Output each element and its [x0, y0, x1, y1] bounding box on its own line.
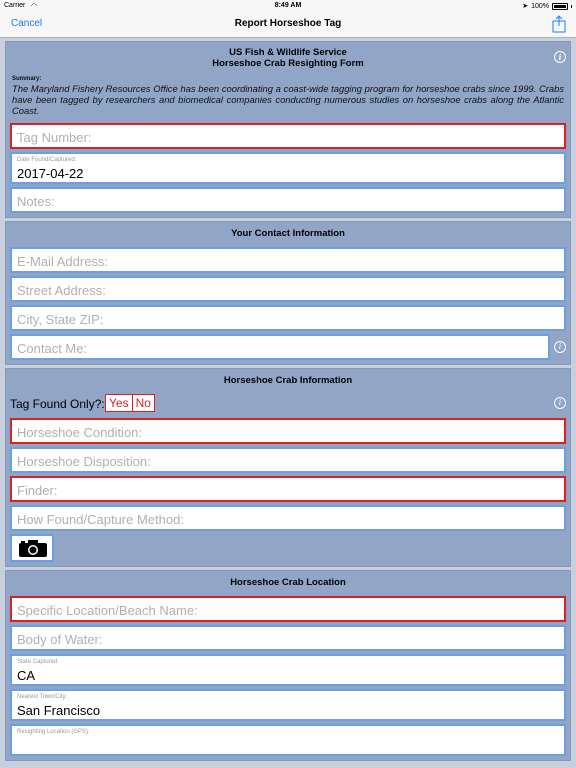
- water-placeholder: Body of Water:: [17, 632, 103, 647]
- form-header-agency: US Fish & Wildlife Service: [229, 47, 347, 58]
- cancel-button[interactable]: Cancel: [11, 18, 43, 29]
- location-section: [5, 570, 571, 761]
- tag-found-only-toggle[interactable]: [105, 394, 155, 412]
- date-found-value: 2017-04-22: [17, 166, 84, 181]
- street-address-field[interactable]: [10, 276, 566, 302]
- battery-percent: 100%: [531, 2, 549, 10]
- capture-method-field[interactable]: [10, 505, 566, 531]
- body-of-water-field[interactable]: [10, 625, 566, 651]
- notes-field[interactable]: [10, 187, 566, 213]
- form-content[interactable]: [0, 38, 576, 768]
- gps-label: Resighting Location (GPS):: [17, 729, 90, 735]
- summary-text: The Maryland Fishery Resources Office has been coordinating a coast-wide tagging program for horseshoe crabs since 1999. Crabs have been tagged by researchers and biomedical companies conducting numerous studies on horseshoe crabs along the Atlantic Coast.: [12, 83, 564, 116]
- camera-icon: [19, 540, 47, 557]
- contact-section-header: [6, 222, 570, 244]
- share-icon[interactable]: [552, 15, 566, 33]
- state-value: CA: [17, 668, 36, 683]
- yes-option[interactable]: Yes: [106, 395, 133, 411]
- nav-title: Report Horseshoe Tag: [234, 18, 342, 29]
- nearest-town-field[interactable]: [10, 689, 566, 721]
- tag-found-info-icon[interactable]: i: [554, 397, 566, 409]
- town-label: Nearest Town/City:: [17, 694, 68, 700]
- beach-placeholder: Specific Location/Beach Name:: [17, 603, 198, 618]
- contact-me-row: [6, 331, 570, 360]
- battery-icon: [552, 3, 568, 10]
- clock: 8:49 AM: [274, 2, 302, 9]
- tag-section: [5, 41, 571, 218]
- info-icon[interactable]: i: [554, 51, 566, 63]
- crab-section-header: [6, 369, 570, 391]
- town-value: San Francisco: [17, 703, 101, 718]
- carrier-label: Carrier: [4, 2, 26, 9]
- summary-label: Summary:: [12, 76, 42, 82]
- state-captured-field[interactable]: [10, 654, 566, 686]
- disposition-placeholder: Horseshoe Disposition:: [17, 454, 151, 469]
- email-placeholder: E-Mail Address:: [17, 254, 109, 269]
- form-header-title: Horseshoe Crab Resighting Form: [212, 58, 364, 69]
- beach-name-field[interactable]: [10, 596, 566, 622]
- crab-info-section: [5, 368, 571, 567]
- tag-number-field[interactable]: [10, 123, 566, 149]
- finder-placeholder: Finder:: [17, 483, 58, 498]
- street-placeholder: Street Address:: [17, 283, 106, 298]
- contact-section: [5, 221, 571, 365]
- contact-section-title: Your Contact Information: [231, 228, 345, 239]
- horseshoe-disposition-field[interactable]: [10, 447, 566, 473]
- city-placeholder: City, State ZIP:: [17, 312, 104, 327]
- email-field[interactable]: [10, 247, 566, 273]
- location-section-title: Horseshoe Crab Location: [230, 577, 346, 588]
- finder-field[interactable]: [10, 476, 566, 502]
- contact-me-placeholder: Contact Me:: [17, 341, 88, 356]
- crab-section-title: Horseshoe Crab Information: [223, 375, 353, 386]
- summary: [6, 70, 570, 120]
- state-label: State Captured:: [17, 659, 60, 665]
- tag-number-placeholder: Tag Number:: [17, 130, 92, 145]
- location-arrow-icon: ➤: [522, 3, 529, 10]
- status-right: [522, 2, 572, 10]
- no-option[interactable]: No: [135, 396, 151, 410]
- condition-placeholder: Horseshoe Condition:: [17, 425, 143, 440]
- navigation-bar: [0, 12, 576, 38]
- battery-tip: [571, 5, 572, 8]
- form-header: [6, 42, 570, 69]
- notes-placeholder: Notes:: [17, 194, 55, 209]
- date-found-field[interactable]: [10, 152, 566, 184]
- status-bar: [0, 0, 576, 12]
- tag-found-only-label: Tag Found Only?:: [10, 397, 105, 411]
- gps-location-field[interactable]: [10, 724, 566, 756]
- city-state-zip-field[interactable]: [10, 305, 566, 331]
- method-placeholder: How Found/Capture Method:: [17, 512, 184, 527]
- horseshoe-condition-field[interactable]: [10, 418, 566, 444]
- contact-me-field[interactable]: [10, 334, 550, 360]
- tag-found-only-row: [10, 391, 566, 415]
- date-found-label: Date Found/Captured:: [17, 157, 77, 163]
- contact-info-icon[interactable]: i: [554, 341, 566, 353]
- location-section-header: [6, 571, 570, 593]
- camera-button[interactable]: [10, 534, 54, 562]
- wifi-icon: ◠: [31, 3, 38, 10]
